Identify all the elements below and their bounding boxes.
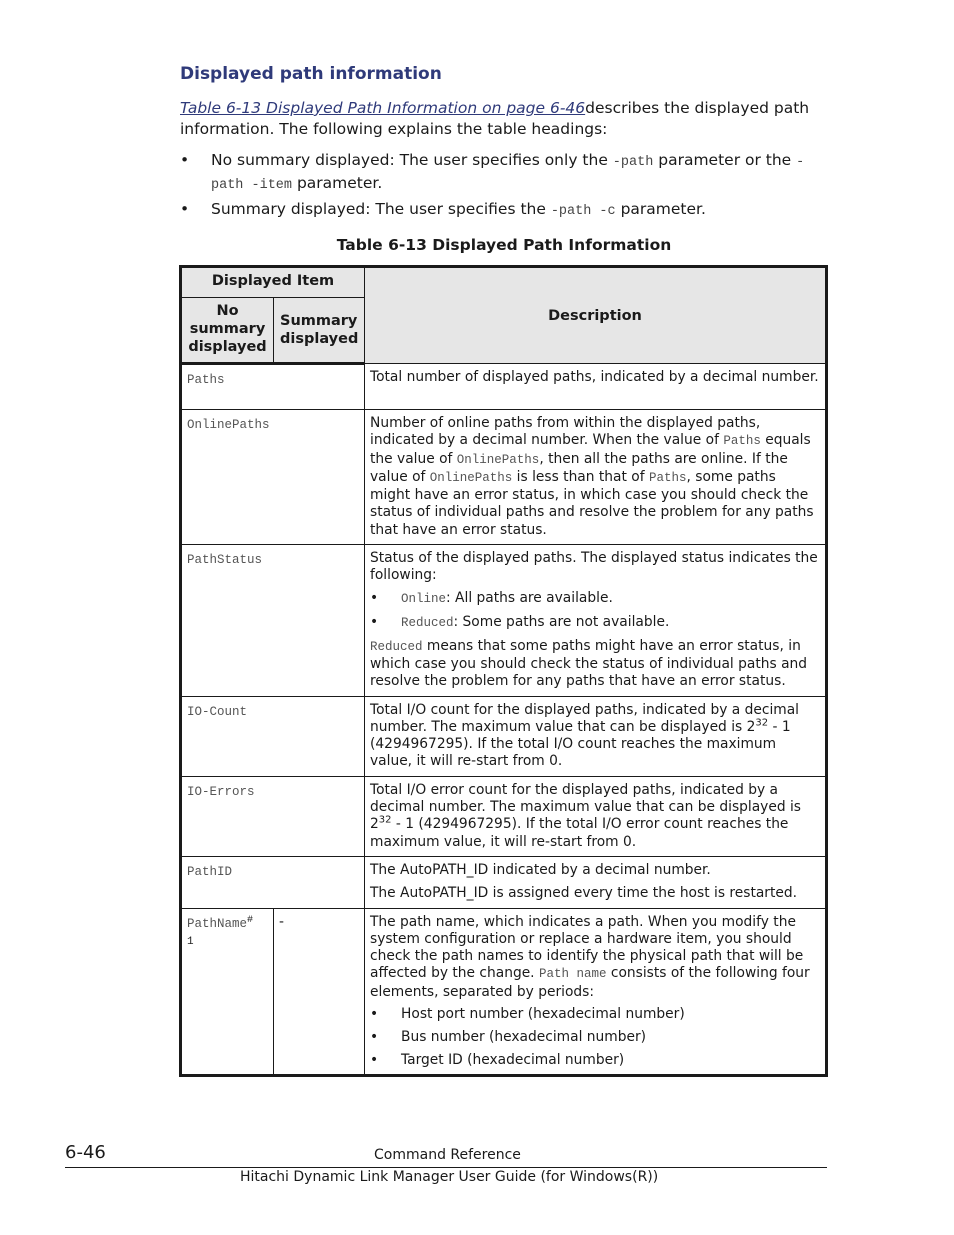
item-pathname (181, 908, 274, 1075)
list-item: • Target ID (hexadecimal number) (370, 1052, 819, 1069)
bullet-no-summary (180, 150, 820, 196)
exponent: 32 (378, 814, 392, 826)
desc-text: equals the value of (370, 432, 811, 467)
table-row (181, 364, 827, 410)
table-row (181, 776, 827, 856)
desc-text: Total I/O count for the displayed paths, indicated by a decimal number. The maximum value that can be displayed is 2 (370, 701, 800, 735)
footer-rule (65, 1167, 827, 1168)
desc-text: , some paths might have an error status, in which case you should check the status of individual paths and resolve the problem for any paths that have an error status. (370, 468, 814, 538)
item-onlinepaths: OnlinePaths (181, 410, 365, 545)
bullet-dot: • (180, 151, 190, 169)
page-number: 6-46 (65, 1142, 106, 1163)
code-path-item: -path -item (211, 155, 805, 193)
desc-text: The AutoPATH_ID is assigned every time the host is restarted. (370, 885, 798, 902)
table-row (181, 410, 827, 545)
desc-note (370, 638, 819, 691)
footer-book-title: Hitachi Dynamic Link Manager User Guide (for Windows(R)) (240, 1169, 659, 1185)
code-onlinepaths: OnlinePaths (429, 470, 513, 485)
bullet-summary (180, 199, 820, 222)
intro-paragraph (180, 98, 820, 140)
desc-text: The path name, which indicates a path. When you modify the system configuration or replace a hardware item, you should check the path names to identify the physical path that will be affected by the change. (370, 913, 804, 982)
table-row (181, 856, 827, 908)
header-no-summary: No summary displayed (181, 298, 274, 364)
header-description: Description (365, 267, 827, 364)
desc-text: , then all the paths are online. If the value of (370, 450, 788, 485)
displayed-path-table (179, 265, 828, 1077)
desc-pathstatus (365, 545, 827, 696)
table-row (181, 908, 827, 1075)
bullet-text: parameter. (615, 200, 706, 218)
status-list (370, 590, 819, 632)
list-item: • Host port number (hexadecimal number) (370, 1006, 819, 1023)
footer-section: Command Reference (374, 1147, 521, 1163)
code-reduced: Reduced (401, 615, 454, 630)
desc-text: - 1 (4294967295). If the total I/O error count reaches the maximum value, it will re-start from 0. (370, 816, 789, 850)
list-item (370, 590, 819, 608)
footnote-marker: # (247, 914, 254, 926)
desc-pathname (365, 908, 827, 1075)
list-item: • Bus number (hexadecimal number) (370, 1029, 819, 1046)
code-paths: Paths (648, 470, 687, 485)
code-reduced: Reduced (370, 639, 423, 654)
header-summary: Summary displayed (274, 298, 365, 364)
code-onlinepaths: OnlinePaths (456, 452, 540, 467)
bullet-text: parameter or the (653, 151, 797, 169)
item-io-count: IO-Count (181, 696, 365, 776)
table-row (181, 696, 827, 776)
list-item (370, 614, 819, 632)
section-heading: Displayed path information (180, 64, 442, 84)
desc-pathid (365, 856, 827, 908)
footnote-number: 1 (187, 935, 194, 948)
desc-text: The AutoPATH_ID indicated by a decimal number. (370, 861, 711, 878)
element-list (370, 1006, 819, 1069)
code-path-name: Path name (538, 967, 607, 982)
table-row (181, 545, 827, 696)
code-path-c: -path -c (550, 204, 616, 219)
desc-text: Number of online paths from within the displayed paths, indicated by a decimal number. When the value of (370, 415, 761, 449)
bullet-text: No summary displayed: The user specifies only the (211, 151, 613, 169)
item-pathid: PathID (181, 856, 365, 908)
desc-text: Status of the displayed paths. The displayed status indicates the following: (370, 550, 818, 584)
list-item-text: : Some paths are not available. (453, 613, 670, 630)
desc-io-count (365, 696, 827, 776)
summary-pathname: - (274, 908, 365, 1075)
exponent: 32 (755, 717, 769, 729)
desc-onlinepaths (365, 410, 827, 545)
header-displayed-item: Displayed Item (181, 267, 365, 298)
desc-text: means that some paths might have an error status, in which case you should check the status of individual paths and resolve the problem for any paths that have an error status. (370, 637, 808, 690)
desc-text: Total I/O error count for the displayed paths, indicated by a decimal number. The maximum value that can be displayed is 2 (370, 781, 801, 833)
item-pathname-label: PathName (187, 916, 248, 931)
desc-text: is less than that of (512, 468, 649, 485)
code-paths: Paths (723, 434, 761, 449)
desc-text: - 1 (4294967295). If the total I/O count reaches the maximum value, it will re-start from 0. (370, 718, 791, 770)
desc-paragraph (370, 914, 819, 1001)
item-paths: Paths (181, 364, 365, 410)
intro-text: describes the displayed path information. The following explains the table headings: (180, 99, 810, 138)
bullet-text: parameter. (292, 174, 383, 192)
bullet-text: Summary displayed: The user specifies the (211, 200, 551, 218)
item-io-errors: IO-Errors (181, 776, 365, 856)
code-path: -path (612, 155, 654, 170)
list-item-text: : All paths are available. (446, 589, 613, 606)
item-pathstatus: PathStatus (181, 545, 365, 696)
desc-io-errors (365, 776, 827, 856)
bullet-dot: • (180, 200, 190, 218)
table-caption: Table 6-13 Displayed Path Information (336, 236, 672, 254)
code-online: Online (401, 591, 447, 606)
table-reference-link[interactable]: Table 6-13 Displayed Path Information on page 6-46 (180, 99, 586, 117)
desc-paths: Total number of displayed paths, indicated by a decimal number. (365, 364, 827, 410)
desc-text: consists of the following four elements, separated by periods: (370, 965, 810, 1000)
